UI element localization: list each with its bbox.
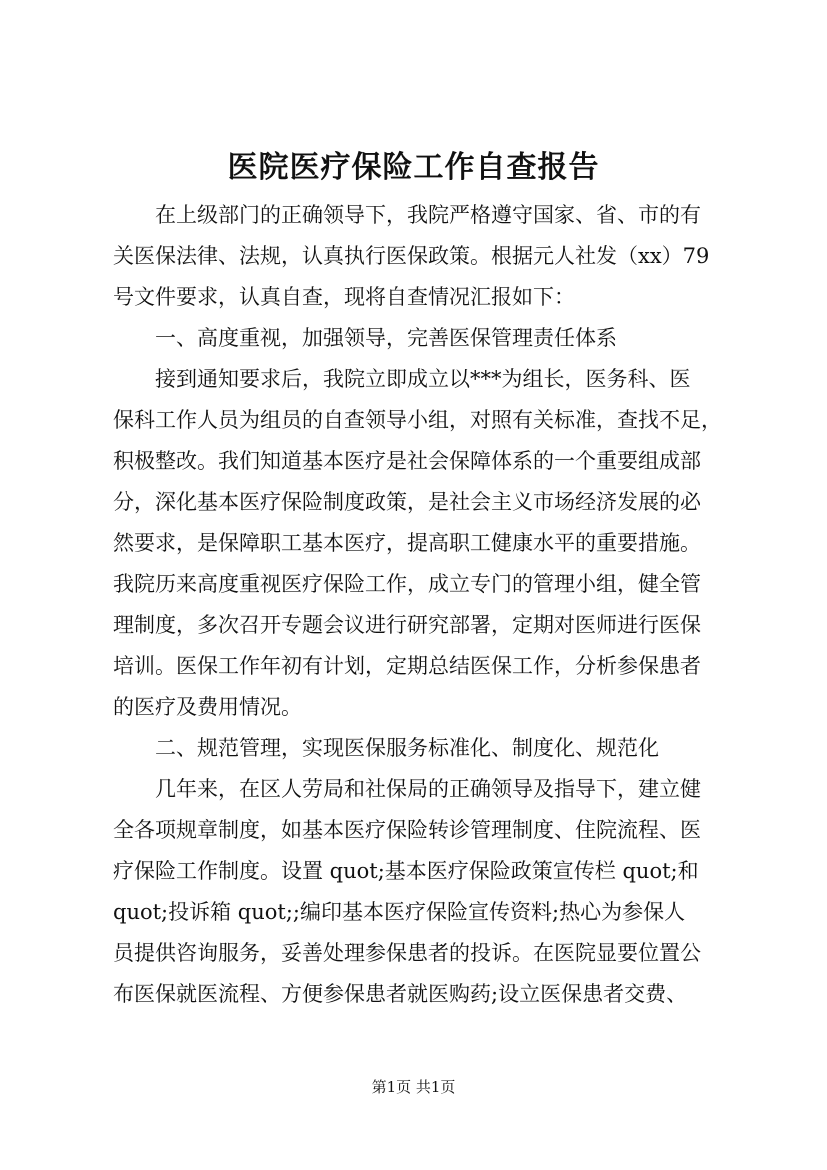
body-line: 培训。医保工作年初有计划，定期总结医保工作，分析参保患者: [113, 654, 701, 678]
body-line: 号文件要求，认真自查，现将自查情况汇报如下：: [113, 285, 575, 309]
body-line: 关医保法律、法规，认真执行医保政策。根据元人社发（xx）79: [113, 244, 710, 268]
body-line: 理制度，多次召开专题会议进行研究部署，定期对医师进行医保: [113, 613, 701, 637]
page-footer: 第1页 共1页: [371, 1078, 456, 1096]
section-heading-2: 二、规范管理，实现医保服务标准化、制度化、规范化: [113, 736, 659, 760]
body-line: 的医疗及费用情况。: [113, 695, 302, 719]
body-line: 分，深化基本医疗保险制度政策，是社会主义市场经济发展的必: [113, 490, 701, 514]
body-line: quot;投诉箱 quot;;编印基本医疗保险宣传资料;热心为参保人: [113, 900, 686, 924]
body-line: 在上级部门的正确领导下，我院严格遵守国家、省、市的有: [113, 203, 701, 227]
body-line: 几年来，在区人劳局和社保局的正确领导及指导下，建立健: [113, 777, 701, 801]
body-line: 全各项规章制度，如基本医疗保险转诊管理制度、住院流程、医: [113, 818, 701, 842]
document-title: 医院医疗保险工作自查报告: [227, 150, 600, 185]
section-heading-1: 一、高度重视，加强领导，完善医保管理责任体系: [113, 326, 617, 350]
body-line: 然要求，是保障职工基本医疗，提高职工健康水平的重要措施。: [113, 531, 701, 555]
body-line: 员提供咨询服务，妥善处理参保患者的投诉。在医院显要位置公: [113, 941, 701, 965]
body-line: 我院历来高度重视医疗保险工作，成立专门的管理小组，健全管: [113, 572, 701, 596]
body-line: 布医保就医流程、方便参保患者就医购药;设立医保患者交费、: [113, 982, 688, 1006]
body-line: 疗保险工作制度。设置 quot;基本医疗保险政策宣传栏 quot;和: [113, 859, 699, 883]
body-line: 保科工作人员为组员的自查领导小组，对照有关标准，查找不足，: [113, 408, 722, 432]
body-line: 接到通知要求后，我院立即成立以***为组长，医务科、医: [113, 367, 691, 391]
body-line: 积极整改。我们知道基本医疗是社会保障体系的一个重要组成部: [113, 449, 701, 473]
